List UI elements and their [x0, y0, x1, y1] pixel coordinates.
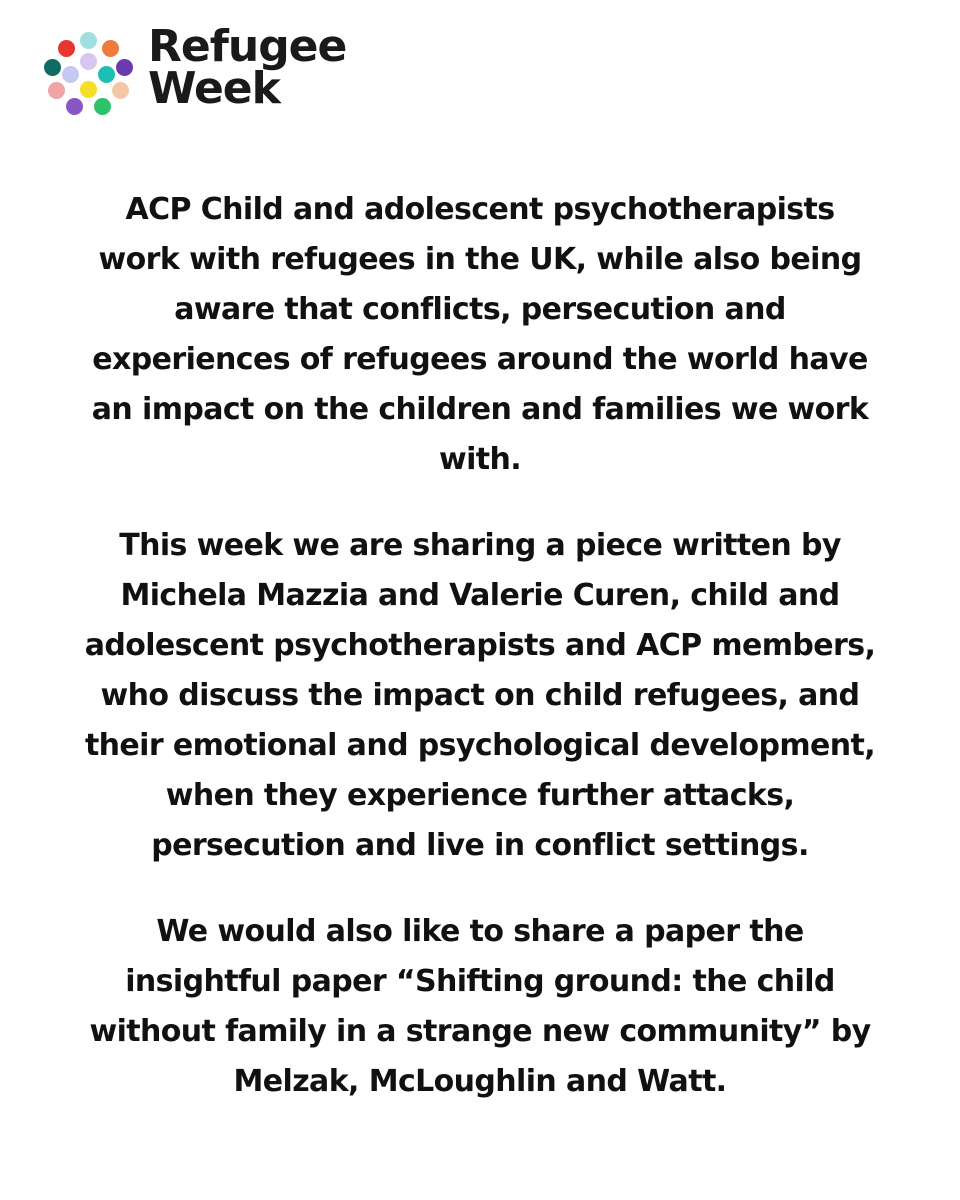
text-line: Michela Mazzia and Valerie Curen, child and [120, 578, 840, 613]
logo-dot [80, 53, 97, 70]
paragraph-intro [40, 185, 920, 485]
logo-dot [112, 82, 129, 99]
logo-dot [80, 32, 97, 49]
text-line: adolescent psychotherapists and ACP members, [84, 628, 876, 663]
text-line: an impact on the children and families we work [91, 392, 869, 427]
text-line: experiences of refugees around the world have [92, 342, 868, 377]
logo-dot [116, 59, 133, 76]
paragraph-paper [40, 907, 920, 1107]
logo-line-2: Week [148, 63, 280, 114]
text-line: ACP Child and adolescent psychotherapists [125, 192, 835, 227]
text-line: work with refugees in the UK, while also being [98, 242, 862, 277]
text-line: with. [438, 442, 522, 477]
logo-wordmark [148, 21, 347, 114]
paragraph-sharing-piece [40, 521, 920, 871]
logo-dot [44, 59, 61, 76]
text-line: This week we are sharing a piece written by [119, 528, 841, 563]
text-line: who discuss the impact on child refugees, and [100, 678, 860, 713]
text-line: insightful paper “Shifting ground: the child [125, 964, 835, 999]
logo-dot [98, 66, 115, 83]
logo-line-1: Refugee [148, 21, 347, 72]
logo-dot [102, 40, 119, 57]
text-line: without family in a strange new community” by [89, 1014, 871, 1049]
text-line: We would also like to share a paper the [156, 914, 804, 949]
logo-dot [66, 98, 83, 115]
text-line: aware that conflicts, persecution and [174, 292, 786, 327]
logo-dot [58, 40, 75, 57]
logo-dot [80, 81, 97, 98]
logo-dots-icon [40, 28, 132, 120]
text-line: their emotional and psychological development, [84, 728, 876, 763]
body-text [40, 185, 920, 1107]
logo-dot [94, 98, 111, 115]
refugee-week-logo [40, 21, 347, 122]
logo-dot [62, 66, 79, 83]
text-line: when they experience further attacks, [165, 778, 795, 813]
text-line: persecution and live in conflict settings. [151, 828, 809, 863]
logo-dot [48, 82, 65, 99]
text-line: Melzak, McLoughlin and Watt. [233, 1064, 727, 1099]
